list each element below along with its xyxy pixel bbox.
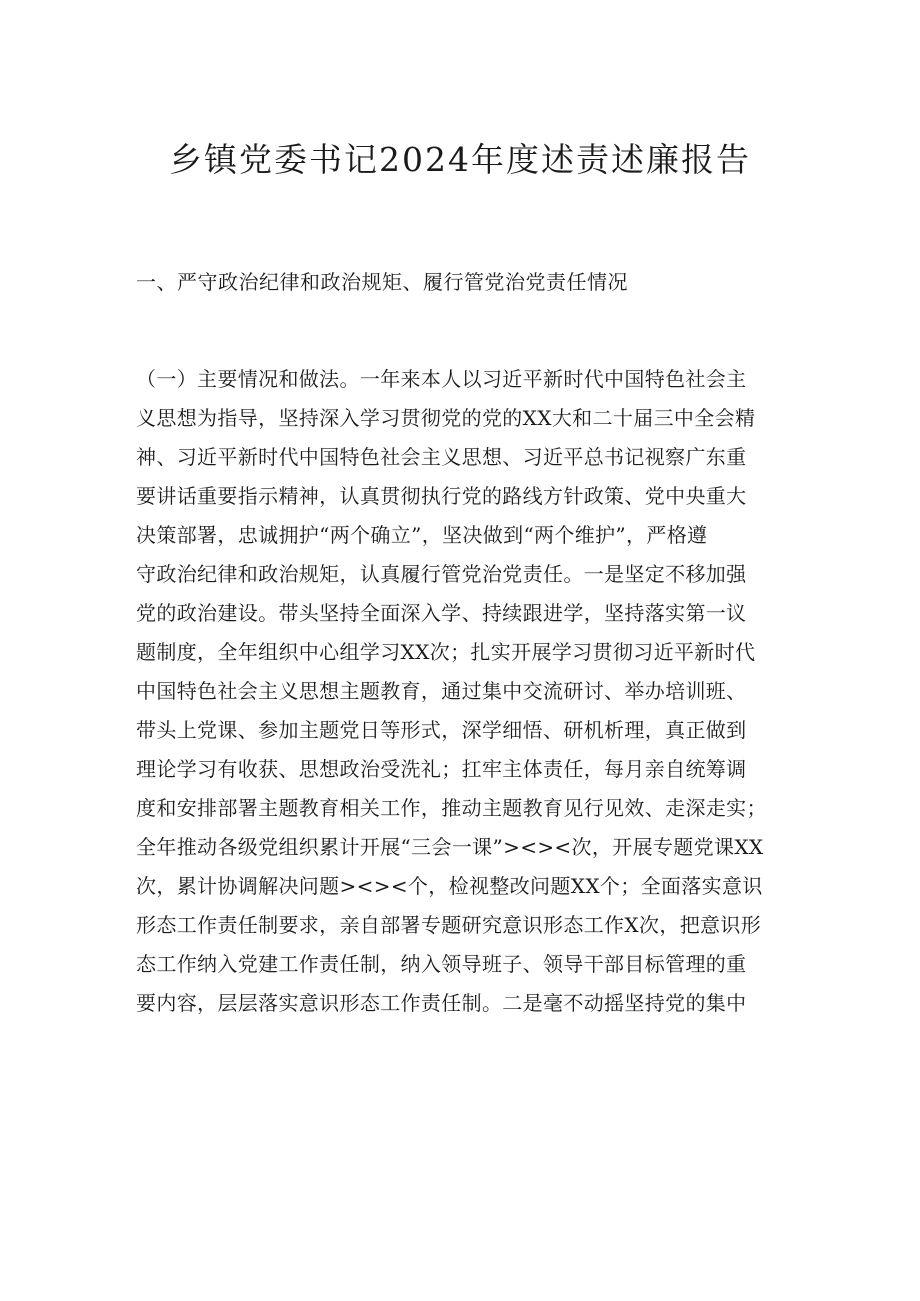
paragraph-line: 决策部署，忠诚拥护“两个确立”，坚决做到“两个维护”，严格遵 <box>136 523 708 547</box>
paragraph-line: 理论学习有收获、思想政治受洗礼；扛牢主体责任，每月亲自统筹调 <box>136 757 747 781</box>
paragraph-line: 义思想为指导，坚持深入学习贯彻党的党的XX大和二十届三中全会精 <box>136 406 756 430</box>
paragraph-line: 党的政治建设。带头坚持全面深入学、持续跟进学，坚持落实第一议 <box>136 601 747 625</box>
paragraph-line: 神、习近平新时代中国特色社会主义思想、习近平总书记视察广东重 <box>136 445 747 469</box>
paragraph-line: 态工作纳入党建工作责任制，纳入领导班子、领导干部目标管理的重 <box>136 952 747 976</box>
paragraph-line: 形态工作责任制要求，亲自部署专题研究意识形态工作X次，把意识形 <box>136 913 762 937</box>
paragraph-line: 全年推动各级党组织累计开展“三会一课”><><次，开展专题党课XX <box>136 835 764 859</box>
paragraph-line: 度和安排部署主题教育相关工作，推动主题教育见行见效、走深走实； <box>136 796 767 820</box>
body-paragraph <box>136 360 796 1023</box>
paragraph-line: （一）主要情况和做法。一年来本人以习近平新时代中国特色社会主 <box>136 367 747 391</box>
paragraph-line: 次，累计协调解决问题><><个，检视整改问题XX个；全面落实意识 <box>136 874 763 898</box>
paragraph-line: 带头上党课、参加主题党日等形式，深学细悟、研机析理，真正做到 <box>136 718 747 742</box>
paragraph-line: 中国特色社会主义思想主题教育，通过集中交流研讨、举办培训班、 <box>136 679 747 703</box>
paragraph-line: 要内容，层层落实意识形态工作责任制。二是毫不动摇坚持党的集中 <box>136 991 747 1015</box>
document-title: 乡镇党委书记2024年度述责述廉报告 <box>169 140 751 179</box>
section-heading: 一、严守政治纪律和政治规矩、履行管党治党责任情况 <box>136 270 628 294</box>
paragraph-line: 要讲话重要指示精神，认真贯彻执行党的路线方针政策、党中央重大 <box>136 484 747 508</box>
paragraph-line: 守政治纪律和政治规矩，认真履行管党治党责任。一是坚定不移加强 <box>136 562 747 586</box>
paragraph-line: 题制度，全年组织中心组学习XX次；扎实开展学习贯彻习近平新时代 <box>136 640 756 664</box>
